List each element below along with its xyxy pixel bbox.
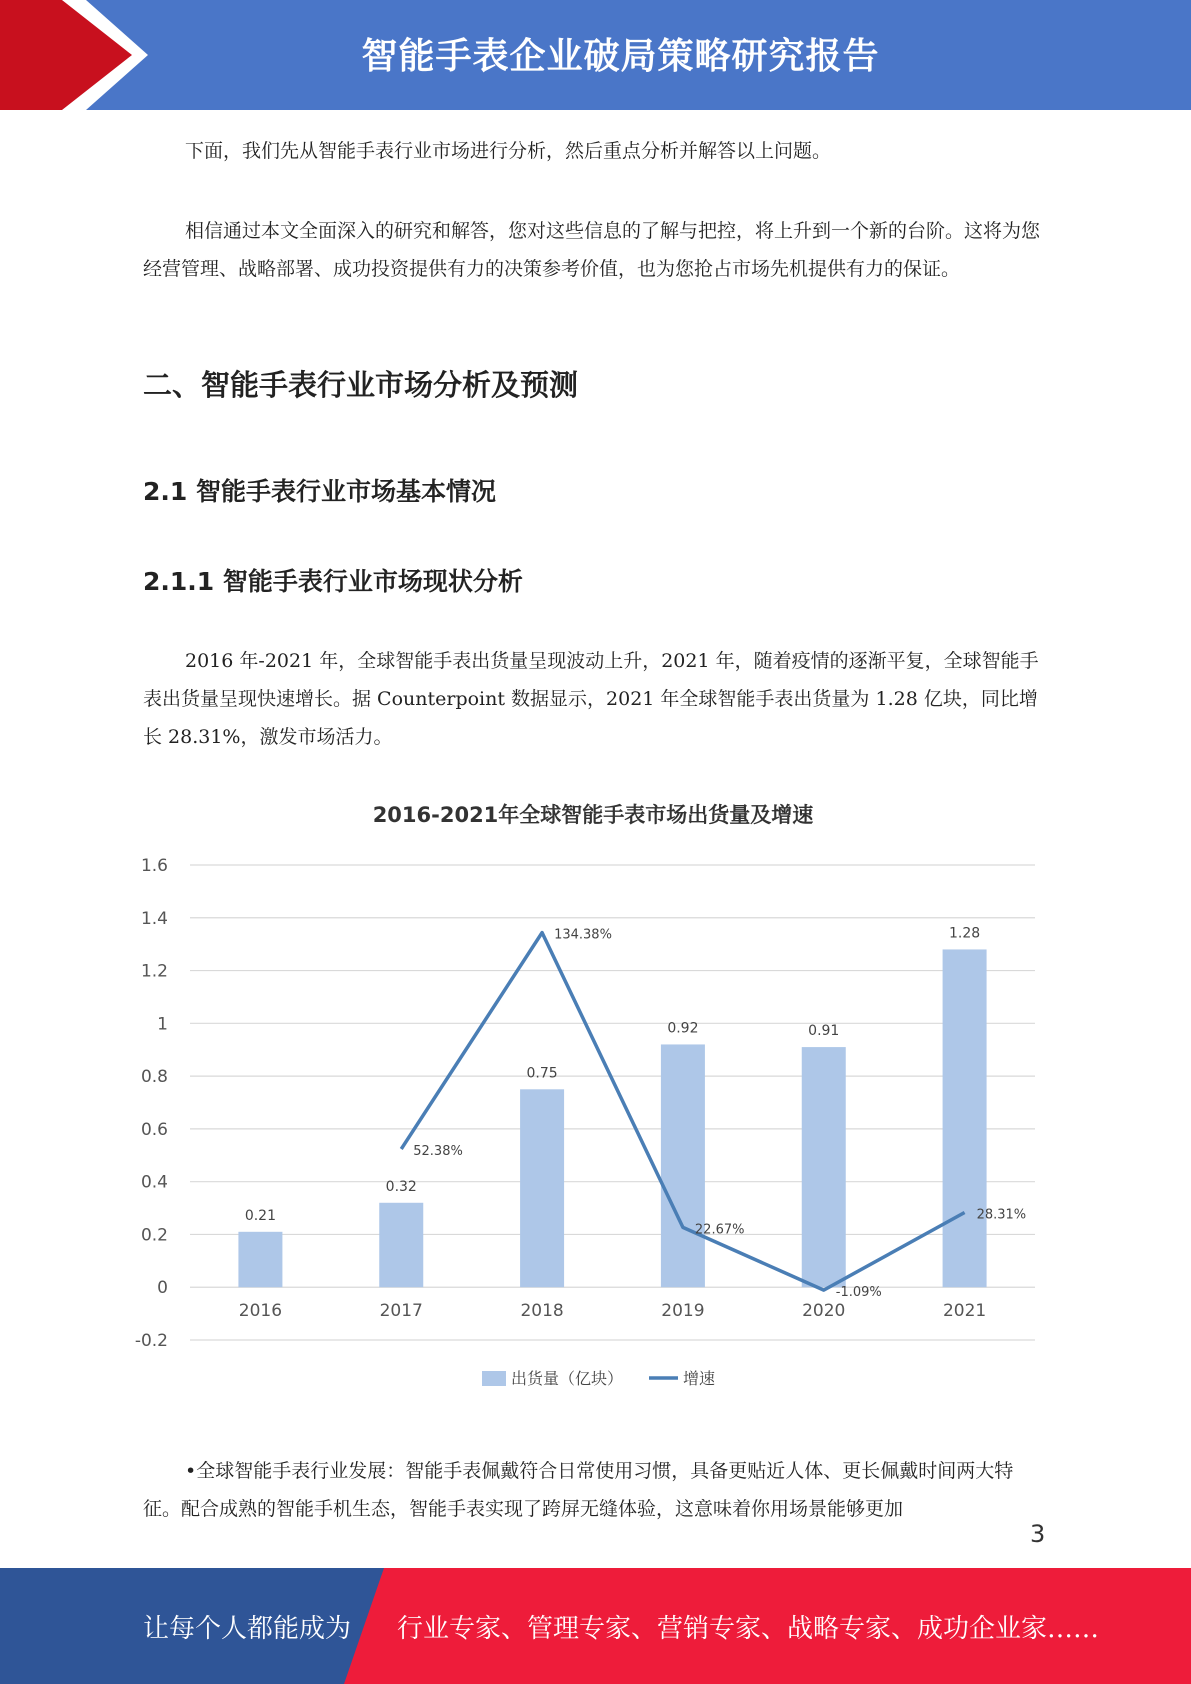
y-tick-label: 0.6	[140, 1119, 168, 1140]
report-title: 智能手表企业破局策略研究报告	[361, 36, 880, 77]
y-tick-label: 0.4	[140, 1172, 168, 1193]
bar	[520, 1089, 564, 1287]
bar-data-label: 0.32	[385, 1178, 417, 1195]
y-tick-label: 1.2	[140, 961, 168, 982]
y-tick-label: 0	[157, 1278, 168, 1299]
subsection-heading: 2.1 智能手表行业市场基本情况	[143, 477, 496, 506]
line-data-label: 134.38%	[554, 927, 612, 943]
bar	[661, 1044, 705, 1287]
bar	[802, 1047, 846, 1287]
bar	[379, 1203, 423, 1287]
x-tick-label: 2017	[379, 1301, 423, 1322]
page-header	[0, 0, 1191, 110]
bar-data-label: 1.28	[948, 925, 981, 942]
x-tick-label: 2021	[942, 1301, 987, 1322]
line-data-label: 52.38%	[413, 1143, 463, 1159]
shipment-chart	[135, 790, 1055, 1400]
legend-label-growth: 增速	[683, 1369, 716, 1388]
bar	[238, 1232, 282, 1287]
x-tick-label: 2016	[238, 1301, 283, 1322]
footer-slogan-right: 行业专家、管理专家、营销专家、战略专家、成功企业家……	[397, 1614, 1100, 1644]
legend-swatch-bar	[482, 1371, 506, 1386]
bar-data-label: 0.75	[526, 1065, 558, 1082]
line-data-label: -1.09%	[835, 1285, 882, 1301]
bar-data-label: 0.21	[244, 1207, 277, 1224]
y-tick-label: 0.8	[140, 1067, 168, 1088]
page-footer	[0, 1568, 1191, 1684]
y-tick-label: 1.4	[140, 908, 168, 929]
y-tick-label: -0.2	[135, 1331, 168, 1351]
bar-data-label: 0.91	[808, 1023, 840, 1040]
footer-slogan-left: 让每个人都能成为	[143, 1614, 352, 1644]
bar	[943, 949, 987, 1287]
legend-label-shipment: 出货量（亿块）	[511, 1369, 624, 1388]
y-tick-label: 1.6	[140, 856, 168, 876]
paragraph-market-status: 2016 年-2021 年，全球智能手表出货量呈现波动上升，2021 年，随着疫情的逐渐平复，全球智能手表出货量呈现快速增长。据 Counterpoint 数据显示，2021 年全球智能手表出货量为 1.28 亿块，同比增长 28.31%，激发市场活力。	[143, 650, 1039, 748]
paragraph-intro: 下面，我们先从智能手表行业市场进行分析，然后重点分析并解答以上问题。	[185, 140, 832, 162]
x-tick-label: 2019	[661, 1301, 705, 1322]
section-heading: 二、智能手表行业市场分析及预测	[143, 368, 579, 402]
x-tick-label: 2018	[520, 1301, 564, 1322]
y-tick-label: 1	[157, 1014, 168, 1035]
chart-legend	[482, 1369, 715, 1388]
subsubsection-heading: 2.1.1 智能手表行业市场现状分析	[143, 567, 523, 596]
x-tick-label: 2020	[802, 1301, 846, 1322]
paragraph-development: •全球智能手表行业发展：智能手表佩戴符合日常使用习惯，具备更贴近人体、更长佩戴时间两大特征。配合成熟的智能手机生态，智能手表实现了跨屏无缝体验，这意味着你用场景能够更加	[143, 1460, 1014, 1520]
line-data-label: 22.67%	[694, 1222, 745, 1238]
line-data-label: 28.31%	[976, 1207, 1027, 1223]
paragraph-value: 相信通过本文全面深入的研究和解答，您对这些信息的了解与把控，将上升到一个新的台阶。这将为您经营管理、战略部署、成功投资提供有力的决策参考价值，也为您抢占市场先机提供有力的保证。	[143, 220, 1041, 280]
bar-data-label: 0.92	[667, 1020, 699, 1037]
y-tick-label: 0.2	[140, 1225, 168, 1246]
chart-title: 2016-2021年全球智能手表市场出货量及增速	[372, 803, 814, 827]
page-number: 3	[1030, 1520, 1046, 1548]
